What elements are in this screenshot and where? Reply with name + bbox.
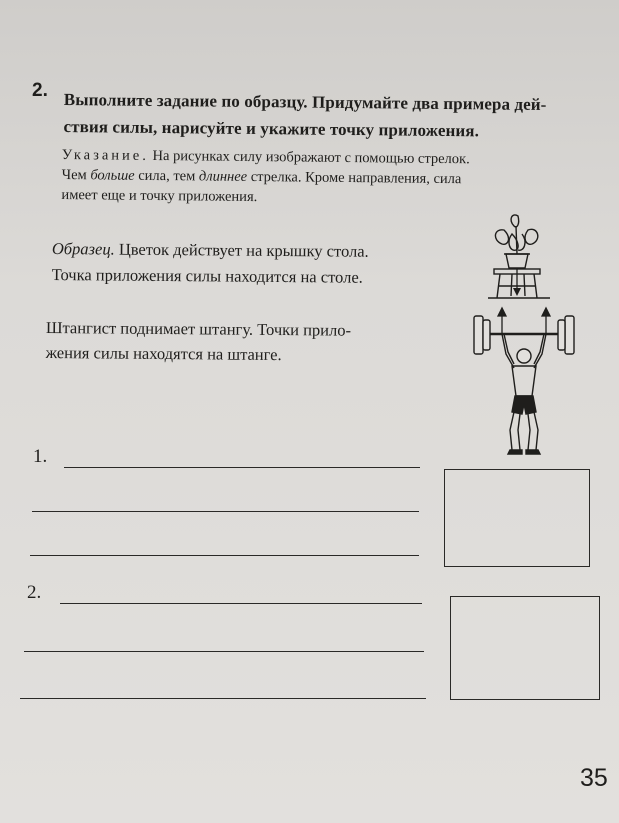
task-title-line-2: ствия силы, нарисуйте и укажите точку приложения.: [63, 116, 480, 141]
hint-text: стрелка. Кроме направления, сила: [247, 168, 462, 188]
hint-label: Указание.: [61, 146, 149, 164]
answer-2-line-2[interactable]: [24, 651, 424, 652]
task-number: 2.: [32, 80, 48, 101]
sample-line-1-text: Цветок действует на крышку стола.: [114, 239, 369, 261]
hint-emphasis-more: больше: [90, 167, 135, 184]
answer-1-line-1[interactable]: [64, 467, 420, 468]
hint-line-3: имеет еще и точку приложения.: [61, 186, 258, 206]
answer-2-drawing-box[interactable]: [450, 596, 600, 700]
answer-1-line-3[interactable]: [30, 555, 419, 556]
page-number: 35: [580, 764, 608, 792]
weightlifter-line-1: Штангист поднимает штангу. Точки прило-: [45, 317, 352, 340]
hint-emphasis-longer: длиннее: [198, 168, 248, 185]
answer-2-line-3[interactable]: [20, 698, 426, 699]
flower-on-table-illustration: [484, 212, 556, 304]
answer-1-number: 1.: [33, 446, 48, 467]
weightlifter-illustration: [468, 304, 580, 460]
answer-2-line-1[interactable]: [60, 603, 422, 604]
sample-line-1: [52, 236, 462, 266]
answer-1-line-2[interactable]: [32, 511, 419, 512]
weightlifter-paragraph: [46, 315, 446, 368]
hint-text: Чем: [61, 166, 91, 184]
sample-label: Образец.: [51, 238, 115, 259]
weightlifter-line-2: жения силы находятся на штанге.: [45, 342, 282, 365]
answer-1-drawing-box[interactable]: [444, 469, 590, 567]
answer-2-number: 2.: [27, 582, 42, 603]
task-title: [63, 86, 564, 145]
sample-paragraph: [52, 236, 462, 292]
sample-line-2: Точка приложения силы находится на столе.: [51, 264, 363, 287]
hint-line-1-text: На рисунках силу изображают с помощью стрелок.: [148, 147, 470, 168]
task-title-line-1: Выполните задание по образцу. Придумайте два примера дей-: [63, 89, 547, 115]
hint-paragraph: [61, 145, 574, 210]
hint-text: сила, тем: [134, 167, 200, 185]
